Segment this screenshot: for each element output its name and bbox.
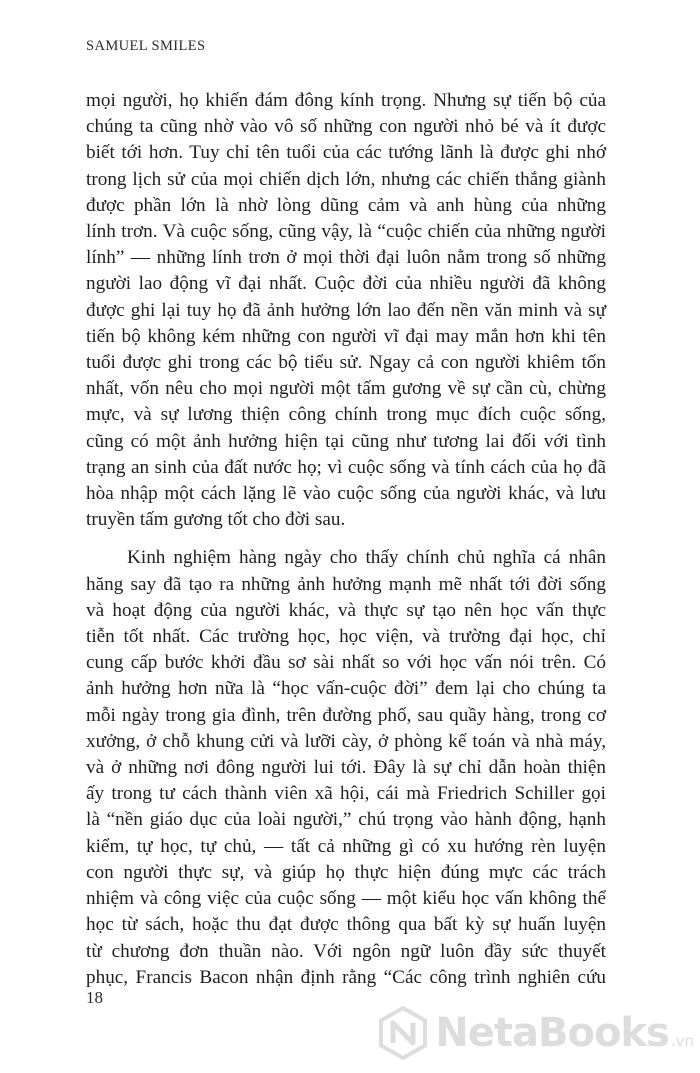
text-line: mực, và sự lương thiện công chính trong mục đích cuộc sống, [86,404,606,426]
body-text [86,88,606,991]
text-line: được ghi lại tuy họ đã ảnh hưởng lớn lao đến nền văn minh và sự [86,299,606,321]
text-line: mỗi ngày trong gia đình, trên đường phố, sau quầy hàng, trong cơ [86,704,606,726]
text-line: lính” — những lính trơn ở mọi thời đại luôn nằm trong số những [86,247,606,269]
text-line: hòa nhập một cách lặng lẽ vào cuộc sống của người khác, và lưu [86,483,606,505]
text-line: tuổi được ghi trong các bộ tiểu sử. Ngay cả con người khiêm tốn [86,352,606,374]
text-line: chúng ta cũng nhờ vào vô số những con người nhỏ bé và ít được [86,116,606,138]
text-line: phục, Francis Bacon nhận định rằng “Các công trình nghiên cứu [86,966,606,988]
text-line: là “nền giáo dục của loài người,” chú trọng vào hành động, hạnh [86,809,606,831]
text-line: con người thực sự, và giúp họ thực hiện đúng mực các trách [86,861,606,883]
watermark [375,1005,694,1061]
text-line: nhiệm và công việc của cuộc sống — một kiểu học vấn không thể [86,888,606,910]
text-line: Kinh nghiệm hàng ngày cho thấy chính chủ nghĩa cá nhân [127,547,606,569]
text-line: lính trơn. Và cuộc sống, cũng vậy, là “cuộc chiến của những người [86,221,606,243]
page-number: 18 [86,988,103,1007]
text-line: xưởng, ở chỗ khung cửi và lưỡi cày, ở phòng kế toán và nhà máy, [86,730,606,752]
text-line: hăng say đã tạo ra những ảnh hưởng mạnh mẽ nhất tới đời sống [86,573,606,595]
text-line: kiểm, tự học, tự chủ, — tất cả những gì có xu hướng rèn luyện [86,835,606,857]
text-line: tiến bộ không kém những con người vĩ đại may mắn hơn khi tên [86,325,606,347]
text-line: cung cấp bước khởi đầu sơ sài nhất so với học vấn nói trên. Có [86,652,606,674]
text-line: mọi người, họ khiến đám đông kính trọng. Nhưng sự tiến bộ của [86,90,606,111]
text-line: trạng an sinh của đất nước họ; vì cuộc sống và tính cách của họ đã [86,456,606,478]
text-line: trong lịch sử của mọi chiến dịch lớn, nhưng các chiến thắng giành [86,168,606,190]
text-line: nhất, vốn nêu cho mọi người một tấm gương về sự cần cù, chừng [86,378,606,400]
watermark-text: NetaBooks [435,1010,669,1056]
text-line: ấy trong tư cách thành viên xã hội, cái mà Friedrich Schiller gọi [86,783,606,805]
text-line: biết tới hơn. Tuy chỉ tên tuổi của các tướng lãnh là được ghi nhớ [86,142,606,164]
text-line: và hoạt động của người khác, và thực sự tạo nên học vấn thực [86,599,606,621]
text-line: ảnh hưởng hơn nữa là “học vấn-cuộc đời” đem lại cho chúng ta [86,678,606,700]
text-line: cũng có một ảnh hưởng hiện tại cũng như tương lai đối với tình [86,430,606,452]
text-line: được phần lớn là nhờ lòng dũng cảm và anh hùng của những [86,194,606,216]
netabooks-logo-icon [375,1005,431,1061]
text-line: học từ sách, hoặc thu đạt được thông qua bất kỳ sự huấn luyện [86,914,606,936]
text-line: và ở những nơi đông người lui tới. Đây là sự chỉ dẫn hoàn thiện [86,757,606,779]
text-line: tiễn tốt nhất. Các trường học, học viện, và trường đại học, chỉ [86,626,606,648]
text-line: từ chương đơn thuần nào. Với ngôn ngữ luôn đầy sức thuyết [86,940,606,962]
text-line: truyền tấm gương tốt cho đời sau. [86,509,346,531]
text-line: người lao động vĩ đại nhất. Cuộc đời của nhiều người đã không [86,273,606,295]
watermark-suffix: .vn [670,1032,694,1050]
paragraph-1 [86,88,606,533]
paragraph-2 [86,545,606,990]
running-head: SAMUEL SMILES [86,38,206,54]
